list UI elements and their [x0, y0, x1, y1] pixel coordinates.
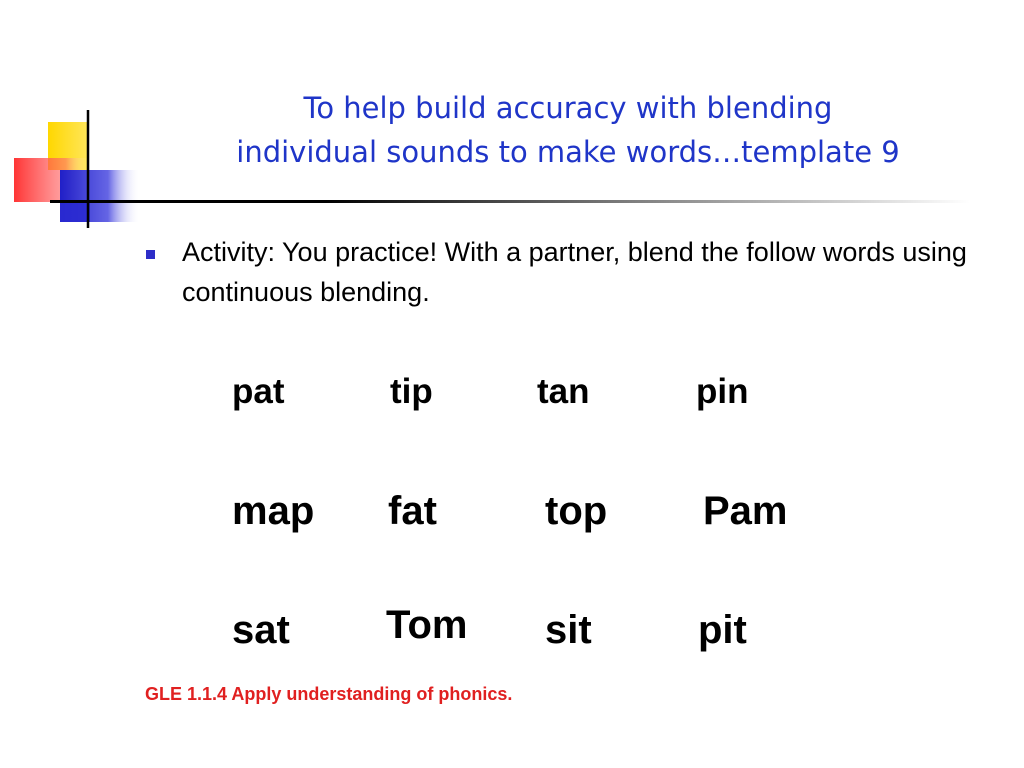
title-divider	[50, 200, 970, 203]
word-row2-3: top	[545, 489, 608, 533]
word-row2-2: fat	[388, 489, 437, 533]
activity-bullet: Activity: You practice! With a partner, blend the follow words using continuous blending.	[182, 237, 967, 307]
title-line-2: individual sounds to make words…template 9	[236, 135, 900, 169]
word-row3-1: sat	[232, 608, 290, 652]
bullet-square-icon	[146, 250, 155, 259]
slide-title	[148, 86, 988, 174]
standard-footnote: GLE 1.1.4 Apply understanding of phonics.	[145, 684, 513, 704]
word-row3-2: Tom	[386, 603, 468, 647]
word-row1-4: pin	[696, 372, 749, 411]
blue-square-lower	[60, 200, 90, 222]
word-row1-2: tip	[390, 372, 433, 411]
word-row3-4: pit	[698, 608, 747, 652]
word-row1-3: tan	[537, 372, 590, 411]
word-row1-1: pat	[232, 372, 285, 411]
word-row2-1: map	[232, 489, 315, 533]
word-row3-3: sit	[545, 608, 592, 652]
word-row2-4: Pam	[703, 489, 788, 533]
corner-decoration	[0, 0, 150, 240]
title-line-1: To help build accuracy with blending	[303, 91, 833, 125]
